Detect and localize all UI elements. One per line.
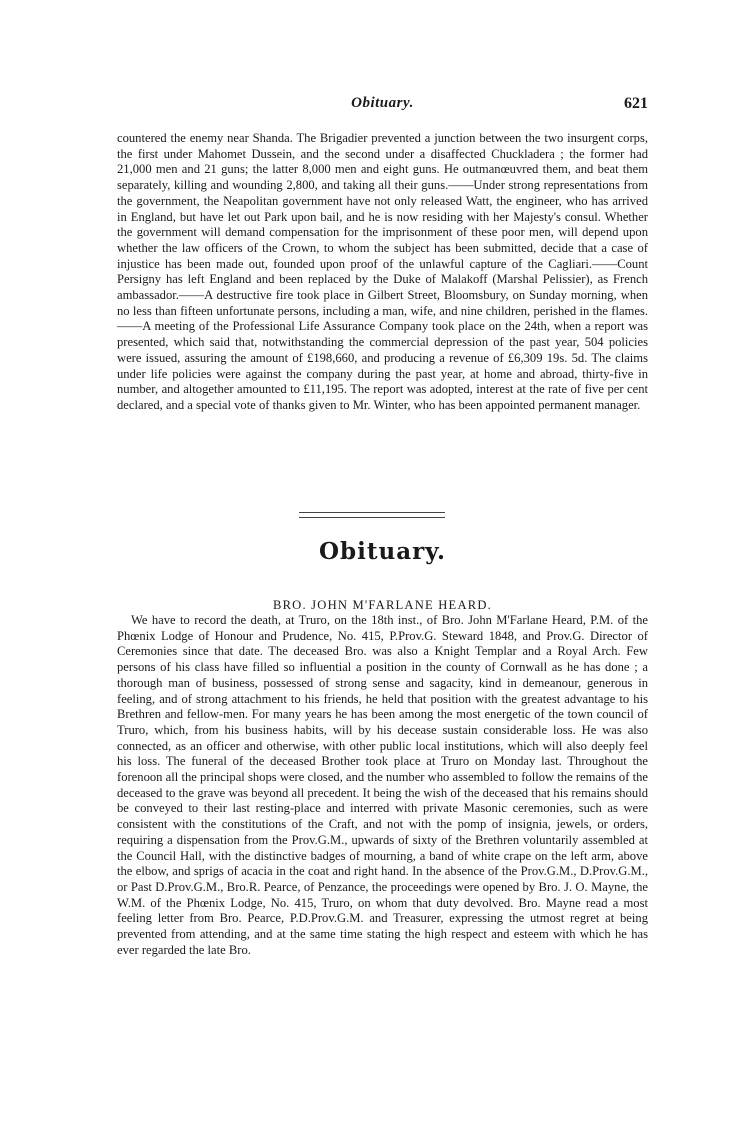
page-number: 621 <box>624 95 648 112</box>
running-head <box>117 95 648 115</box>
section-heading: Obituary. <box>319 538 446 565</box>
section-divider <box>299 512 445 518</box>
continued-paragraph: countered the enemy near Shanda. The Brigadier prevented a junction between the two insurgent corps, the first under Mahomet Dussein, and the second under a disaffected Chuckladera ; the former had 21,000 men and 21 guns; the latter 8,000 men and eight guns. He outmanœuvred them, and beat them separately, killing and wounding 2,800, and taking all their guns.——Under strong representations from the government, the Neapolitan government have not only released Watt, the engineer, who has arrived in England, but have let out Park upon bail, and he is now residing with her Majesty's consul. Whether the government will demand compensation for the imprisonment of these poor men, will depend upon whether the law officers of the Crown, to whom the subject has been submitted, decide that a case of injustice has been made out, founded upon proof of the unlawful capture of the Cagliari.——Count Persigny has left England and been replaced by the Duke of Malakoff (Marshal Pelissier), as French ambassador.——A destructive fire took place in Gilbert Street, Bloomsbury, on Sunday morning, when no less than fifteen unfortunate persons, including a man, wife, and nine children, perished in the flames.——A meeting of the Professional Life Assurance Company took place on the 24th, when a report was presented, which said that, notwithstanding the commercial depression of the past year, 504 policies were issued, assuring the amount of £198,660, and producing a revenue of £6,309 19s. 5d. The claims under life policies were against the company during the past year, at home and abroad, thirty-five in number, and altogether amounted to £11,195. The report was adopted, interest at the rate of five per cent declared, and a special vote of thanks given to Mr. Winter, who has been appointed permanent manager. <box>117 131 648 412</box>
obituary-body: We have to record the death, at Truro, on the 18th inst., of Bro. John M'Farlane Heard, P.M. of the Phœnix Lodge of Honour and Prudence, No. 415, P.Prov.G. Steward 1848, and Prov.G. Director of Ceremonies since that date. The deceased Bro. was also a Knight Templar and a Royal Arch. Few persons of his class have filled so influential a position in the county of Cornwall as he has done ; a thorough man of business, possessed of strong sense and sagacity, kind in demeanour, generous in feeling, and of strong attachment to his friends, he held that position with the greatest advantage to his Brethren and fellow-men. For many years he has been among the most energetic of the town council of Truro, which, from his business habits, will by his decease sustain considerable loss. He was also connected, as an officer and otherwise, with other public local institutions, which will also deeply feel his loss. The funeral of the deceased Brother took place at Truro on Monday last. Throughout the forenoon all the principal shops were closed, and the number who assembled to follow the remains of the deceased to the grave was beyond all precedent. It being the wish of the deceased that his remains should be conveyed to their last resting-place and interred with private Masonic ceremonies, such as were consistent with the constitutions of the Craft, and not with the pomp of insignia, jewels, or orders, requiring a dispensation from the Prov.G.M., upwards of sixty of the Brethren voluntarily assembled at the Council Hall, with the distinctive badges of mourning, a band of white crape on the left arm, above the elbow, and sprigs of acacia in the coat and right hand. In the absence of the Prov.G.M., D.Prov.G.M., or Past D.Prov.G.M., Bro.R. Pearce, of Penzance, the proceedings were opened by Bro. J. O. Mayne, the W.M. of the Phœnix Lodge, No. 415, Truro, on whom that duty devolved. Bro. Mayne read a most feeling letter from Bro. Pearce, P.D.Prov.G.M. and Treasurer, expressing the utmost regret at being prevented from attending, and at the same time stating the high respect and esteem with which he has ever regarded the late Bro. <box>117 613 648 957</box>
running-head-title: Obituary. <box>351 95 414 111</box>
news-column <box>117 131 648 414</box>
obituary-subject: BRO. JOHN M'FARLANE HEARD. <box>272 598 492 612</box>
obituary-column <box>117 613 648 958</box>
